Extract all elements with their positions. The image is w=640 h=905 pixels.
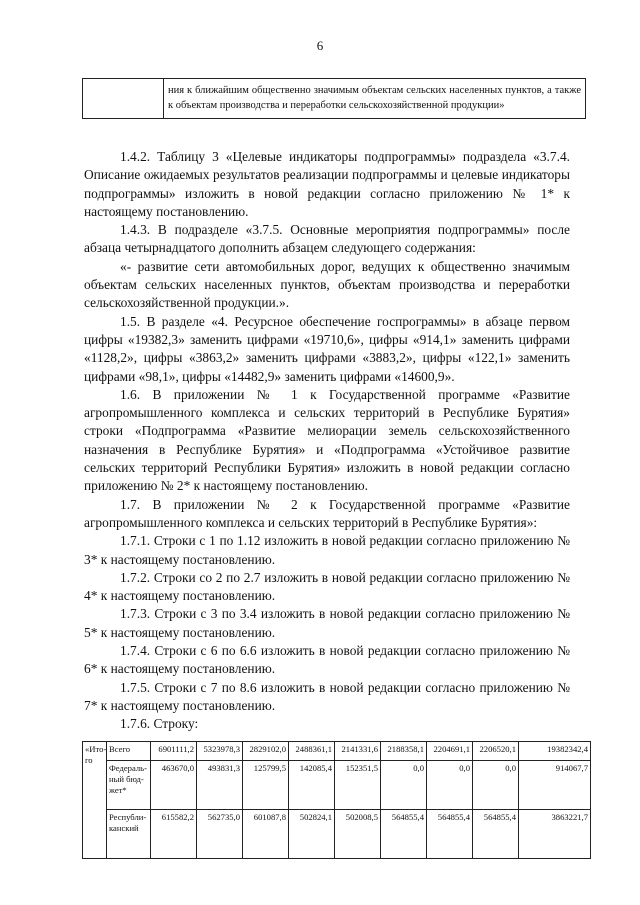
value-cell: 564855,4 <box>381 810 427 859</box>
value-cell: 2488361,1 <box>289 742 335 761</box>
paragraph-1-7: 1.7. В приложении № 2 к Государственной программе «Развитие агропромышленного комплекса и сельских территорий в Республике Бурятия»: <box>84 496 570 530</box>
value-cell: 2829102,0 <box>243 742 289 761</box>
funding-table <box>82 741 591 859</box>
paragraph-1-7-5: 1.7.5. Строки с 7 по 8.6 изложить в новой редакции согласно приложению № 7* к настоящему постановлению. <box>84 679 570 713</box>
row-label: Всего <box>107 742 151 761</box>
row-label: Республи-канский <box>107 810 151 859</box>
paragraph-1-7-1: 1.7.1. Строки с 1 по 1.12 изложить в новой редакции согласно приложению № 3* к настоящему постановлению. <box>84 533 570 567</box>
paragraph-1-7-4: 1.7.4. Строки с 6 по 6.6 изложить в новой редакции согласно приложению № 6* к настоящему постановлению. <box>84 643 570 677</box>
table-cell-text: ния к ближайшим общественно значимым объектам сельских населенных пунктов, а также к объектам производства и переработки сельскохозяйственной продукции» <box>164 79 586 119</box>
value-cell: 502824,1 <box>289 810 335 859</box>
table-row <box>83 810 591 859</box>
page-number: 6 <box>316 38 324 53</box>
paragraph-quote: «- развитие сети автомобильных дорог, ведущих к общественно значимым объектам сельских населенных пунктов, объектам производства и переработки сельскохозяйственной продукции.». <box>84 258 570 311</box>
value-cell: 2206520,1 <box>473 742 519 761</box>
value-cell: 2141331,6 <box>335 742 381 761</box>
value-cell: 463670,0 <box>151 761 197 810</box>
paragraph-1-4-2: 1.4.2. Таблицу 3 «Целевые индикаторы подпрограммы» подраздела «3.7.4. Описание ожидаемых результатов реализации подпрограммы и целевые индикаторы подпрограммы» изложить в новой редакции согласно приложению № 1* к настоящему постановлению. <box>84 149 570 219</box>
value-cell: 914067,7 <box>519 761 591 810</box>
table-row <box>83 761 591 810</box>
row-label: Федераль-ный бюд-жет* <box>107 761 151 810</box>
value-cell: 3863221,7 <box>519 810 591 859</box>
value-cell: 142085,4 <box>289 761 335 810</box>
table-row <box>83 742 591 761</box>
document-body <box>84 148 570 734</box>
value-cell: 562735,0 <box>197 810 243 859</box>
value-cell: 6901111,2 <box>151 742 197 761</box>
value-cell: 152351,5 <box>335 761 381 810</box>
value-cell: 19382342,4 <box>519 742 591 761</box>
value-cell: 564855,4 <box>473 810 519 859</box>
value-cell: 125799,5 <box>243 761 289 810</box>
paragraph-1-6: 1.6. В приложении № 1 к Государственной программе «Развитие агропромышленного комплекса и сельских территорий в Республике Бурятия» строки «Подпрограмма «Развитие мелиорации земель сельскохозяйственного назначения в Республике Бурятия» и «Подпрограмма «Устойчивое развитие сельских территорий Республики Бурятия» изложить в новой редакции согласно приложению № 2* к настоящему постановлению. <box>84 386 570 494</box>
continuation-table <box>82 78 586 119</box>
paragraph-1-7-3: 1.7.3. Строки с 3 по 3.4 изложить в новой редакции согласно приложению № 5* к настоящему постановлению. <box>84 606 570 640</box>
paragraph-1-5: 1.5. В разделе «4. Ресурсное обеспечение госпрограммы» в абзаце первом цифры «19382,3» заменить цифрами «19710,6», цифры «914,1» заменить цифрами «1128,2», цифры «3863,2» заменить цифрами «3883,2», цифры «122,1» заменить цифрами «98,1», цифры «14482,9» заменить цифрами «14600,9». <box>84 313 570 384</box>
value-cell: 0,0 <box>427 761 473 810</box>
value-cell: 2204691,1 <box>427 742 473 761</box>
paragraph-1-7-6: 1.7.6. Строку: <box>120 716 199 732</box>
value-cell: 564855,4 <box>427 810 473 859</box>
value-cell: 5323978,3 <box>197 742 243 761</box>
value-cell: 0,0 <box>473 761 519 810</box>
value-cell: 2188358,1 <box>381 742 427 761</box>
value-cell: 502008,5 <box>335 810 381 859</box>
paragraph-1-4-3: 1.4.3. В подразделе «3.7.5. Основные мероприятия подпрограммы» после абзаца четырнадцатого дополнить абзацем следующего содержания: <box>84 222 570 256</box>
value-cell: 601087,8 <box>243 810 289 859</box>
value-cell: 0,0 <box>381 761 427 810</box>
total-label-cell: «Ито-го <box>83 742 107 859</box>
empty-cell <box>83 79 164 119</box>
value-cell: 615582,2 <box>151 810 197 859</box>
value-cell: 493831,3 <box>197 761 243 810</box>
paragraph-1-7-2: 1.7.2. Строки со 2 по 2.7 изложить в новой редакции согласно приложению № 4* к настоящему постановлению. <box>84 569 570 604</box>
